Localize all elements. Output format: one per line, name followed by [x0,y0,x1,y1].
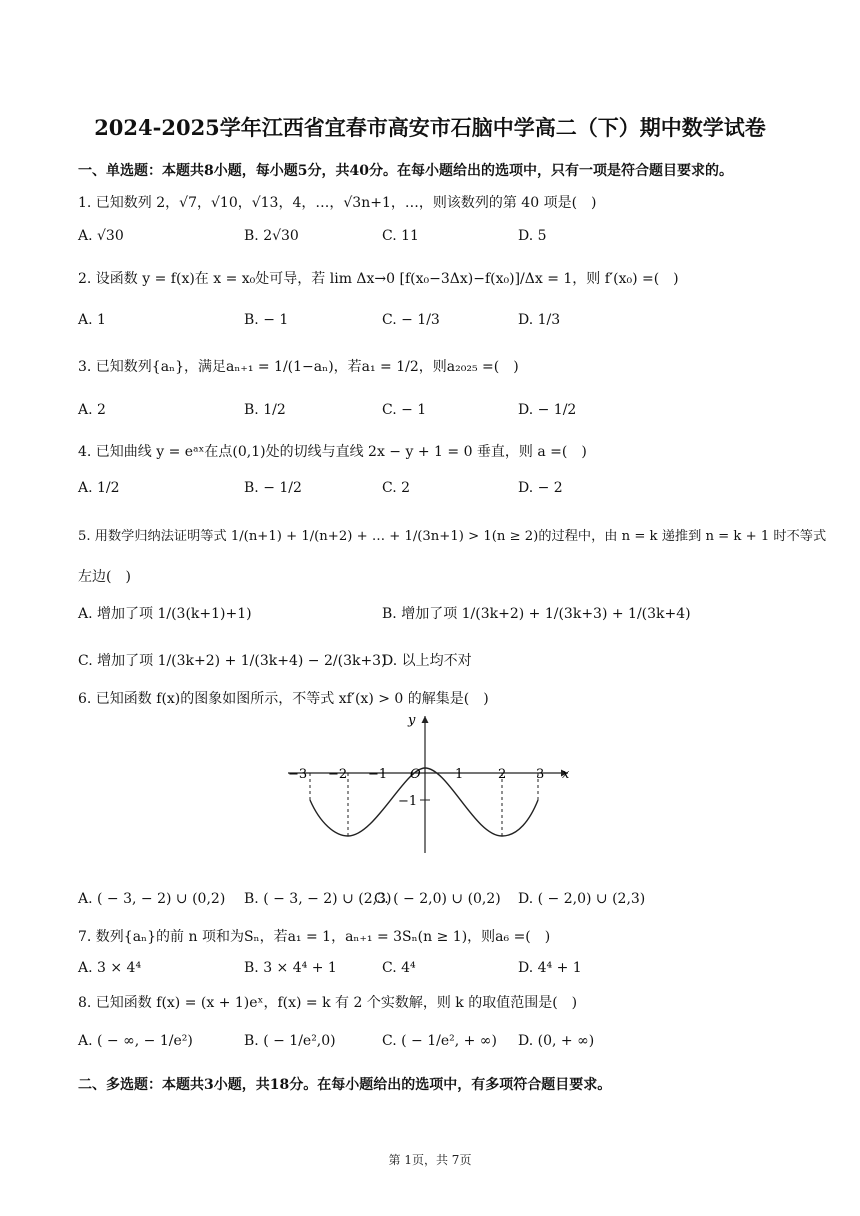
q7-option-d[interactable]: D. 4⁴ + 1 [518,960,582,976]
x-tick-neg3: −3 [288,767,308,782]
q5-option-d[interactable]: D. 以上均不对 [382,653,472,669]
q1-option-c[interactable]: C. 11 [382,228,419,244]
q1-option-a[interactable]: A. √30 [78,228,124,244]
y-axis-label: y [408,713,416,728]
q3-option-a[interactable]: A. 2 [78,402,106,418]
q4-option-d[interactable]: D. − 2 [518,480,563,496]
q1-option-b[interactable]: B. 2√30 [244,228,299,244]
origin-label: O [410,767,421,782]
question-8-stem: 8. 已知函数 f(x) = (x + 1)eˣ，f(x) = k 有 2 个实数解，则 k 的取值范围是( ) [78,995,578,1011]
q5-option-c[interactable]: C. 增加了项 1/(3k+2) + 1/(3k+4) − 2/(3k+3) [78,653,387,669]
x-axis-label: x [562,767,570,782]
question-5-stem-cont: 左边( ) [78,569,131,585]
section-1-heading: 一、单选题：本题共8小题，每小题5分，共40分。在每小题给出的选项中，只有一项是符合题目要求的。 [78,163,733,179]
q8-option-d[interactable]: D. (0, + ∞) [518,1033,595,1049]
q8-option-a[interactable]: A. ( − ∞, − 1/e²) [78,1033,193,1049]
question-5-stem: 5. 用数学归纳法证明等式 1/(n+1) + 1/(n+2) + … + 1/(3n+1) > 1(n ≥ 2)的过程中，由 n = k 递推到 n = k + 1 时不等式 [78,529,827,544]
question-4-stem: 4. 已知曲线 y = eᵃˣ在点(0,1)处的切线与直线 2x − y + 1 = 0 垂直，则 a =( ) [78,444,587,460]
q3-option-d[interactable]: D. − 1/2 [518,402,577,418]
q2-option-d[interactable]: D. 1/3 [518,312,561,328]
question-2-stem: 2. 设函数 y = f(x)在 x = x₀处可导，若 lim Δx→0 [f(x₀−3Δx)−f(x₀)]/Δx = 1，则 f′(x₀) =( ) [78,271,679,287]
q7-option-a[interactable]: A. 3 × 4⁴ [78,960,142,976]
x-tick-1: 1 [455,767,464,782]
q6-option-c[interactable]: C. ( − 2,0) ∪ (0,2) [374,891,501,907]
q4-option-b[interactable]: B. − 1/2 [244,480,302,496]
page-footer: 第 1页，共 7页 [388,1153,472,1167]
q7-option-b[interactable]: B. 3 × 4⁴ + 1 [244,960,337,976]
q3-option-c[interactable]: C. − 1 [382,402,427,418]
q7-option-c[interactable]: C. 4⁴ [382,960,416,976]
q1-option-d[interactable]: D. 5 [518,228,547,244]
x-tick-neg1: −1 [368,767,388,782]
q5-option-b[interactable]: B. 增加了项 1/(3k+2) + 1/(3k+3) + 1/(3k+4) [382,606,691,622]
function-graph [280,708,580,858]
q6-option-b[interactable]: B. ( − 3, − 2) ∪ (2,3) [244,891,392,907]
question-6-stem: 6. 已知函数 f(x)的图象如图所示，不等式 xf′(x) > 0 的解集是( ) [78,691,489,707]
y-tick-neg1: −1 [398,794,418,809]
q4-option-a[interactable]: A. 1/2 [78,480,120,496]
q8-option-b[interactable]: B. ( − 1/e²,0) [244,1033,336,1049]
q4-option-c[interactable]: C. 2 [382,480,411,496]
q6-option-d[interactable]: D. ( − 2,0) ∪ (2,3) [518,891,646,907]
x-tick-neg2: −2 [328,767,348,782]
q8-option-c[interactable]: C. ( − 1/e², + ∞) [382,1033,497,1049]
section-2-heading: 二、多选题：本题共3小题，共18分。在每小题给出的选项中，有多项符合题目要求。 [78,1077,612,1093]
x-tick-2: 2 [498,767,507,782]
question-1-stem: 1. 已知数列 2，√7，√10，√13，4，…，√3n+1，…，则该数列的第 40 项是( ) [78,195,597,211]
q5-option-a[interactable]: A. 增加了项 1/(3(k+1)+1) [78,606,252,622]
q2-option-b[interactable]: B. − 1 [244,312,289,328]
question-3-stem: 3. 已知数列{aₙ}，满足aₙ₊₁ = 1/(1−aₙ)，若a₁ = 1/2，则a₂₀₂₅ =( ) [78,359,519,375]
q2-option-c[interactable]: C. − 1/3 [382,312,440,328]
question-7-stem: 7. 数列{aₙ}的前 n 项和为Sₙ，若a₁ = 1，aₙ₊₁ = 3Sₙ(n ≥ 1)，则a₆ =( ) [78,929,551,945]
q2-option-a[interactable]: A. 1 [78,312,106,328]
q6-option-a[interactable]: A. ( − 3, − 2) ∪ (0,2) [78,891,226,907]
x-tick-3: 3 [536,767,545,782]
q3-option-b[interactable]: B. 1/2 [244,402,286,418]
page-title: 2024-2025学年江西省宜春市高安市石脑中学高二（下）期中数学试卷 [94,115,766,140]
